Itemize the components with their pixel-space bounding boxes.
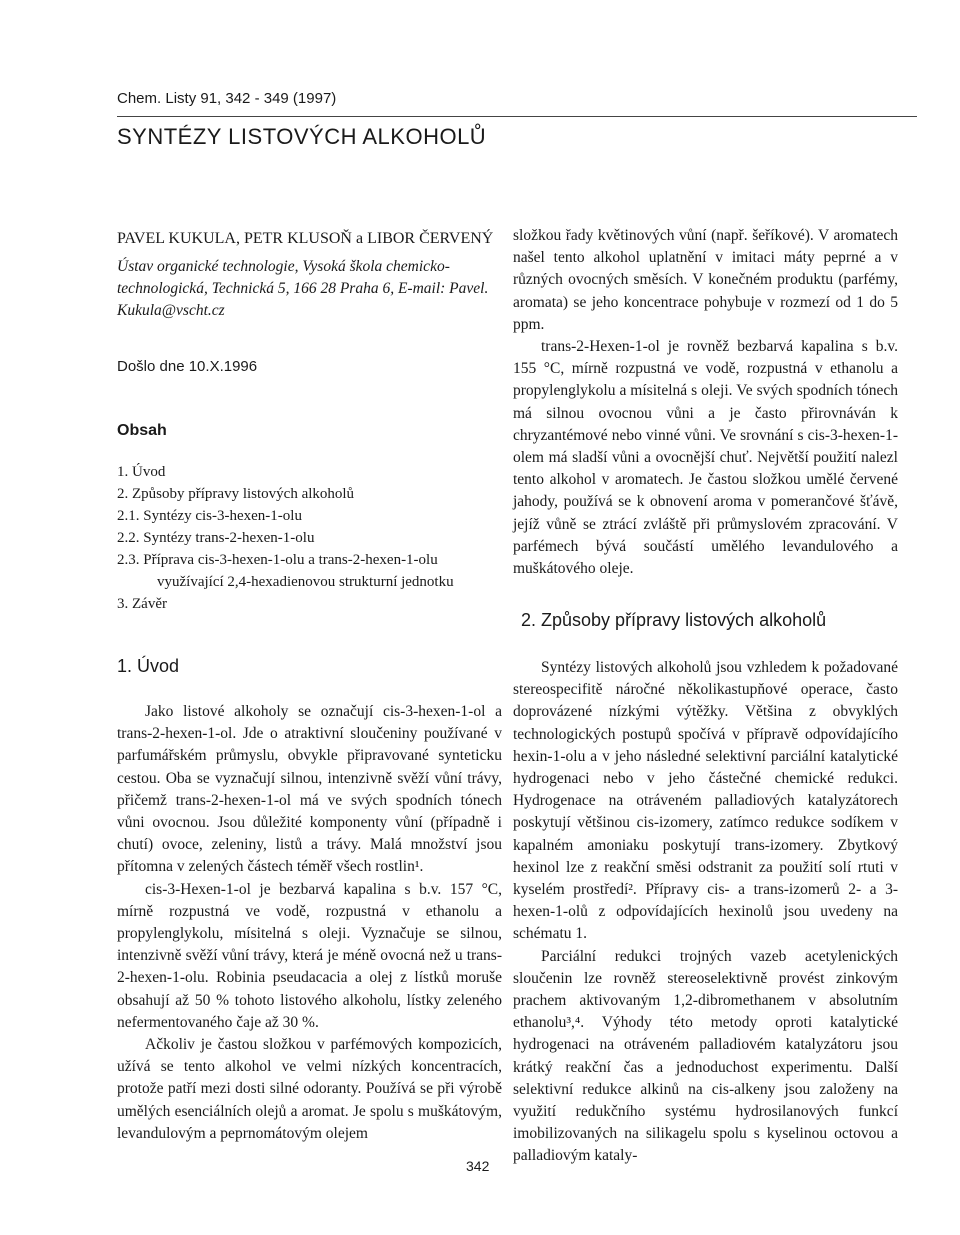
toc-item: 2. Způsoby přípravy listových alkoholů: [117, 486, 355, 502]
toc-item: 2.1. Syntézy cis-3-hexen-1-olu: [117, 508, 302, 524]
paragraph: Ačkoliv je častou složkou v parfémových kompozicích, užívá se tento alkohol ve velmi nízkých koncentracích, protože patří mezi dosti silné odoranty. Používá se při výrobě umělých esenciálních olejů a aromat. Je spolu s muškátovým, levandulovým a peprnomátovým olejem: [117, 1036, 502, 1142]
paragraph: Syntézy listových alkoholů jsou vzhledem k požadované stereospecifitě náročné několikastupňové operace, často doprovázené nízkými výtěžky. Většina z obvyklých technologických postupů spočívá v přípravě odpovídajícího hexin-1-olu a v jeho následné selektivní parciální katalytické hydrogenaci nebo v jeho částečné chemické redukci. Hydrogenace na otráveném palladiových katalyzátorech poskytují většinou cis-izomery, zatímco redukce sodíkem v kapalném amoniaku poskytují trans-izomery. Zbytkový hexinol lze z reakční směsi odstranit za použití solí rtuti v kyselém prostředí². Přípravy cis- a trans-izomerů 2- a 3-hexen-1-olů z odpovídajících hexinolů jsou uvedeny na schématu 1.: [513, 659, 898, 943]
right-column-section-2-text: [513, 657, 898, 1168]
paragraph: Parciální redukci trojných vazeb acetylenických sloučenin lze rovněž stereoselektivně provést zinkovým prachem aktivovaným 1,2-dibromethanem v absolutním ethanolu³,⁴. Výhody této metody oproti katalytické hydrogenaci na otráveném palladiovém katalyzátoru jsou krátký reakční čas a jednoduchost experimentu. Další selektivní redukce alkinů na cis-alkeny jsou založeny na využití redukčního systému hydrosilanových funkcí imobilizovaných na silikagelu spolu s kyselinou octovou a palladiovým kataly-: [513, 947, 898, 1165]
header-rule: [117, 116, 917, 117]
toc-item: 2.3. Příprava cis-3-hexen-1-olu a trans-2-hexen-1-olu: [117, 552, 438, 568]
section-2-heading: 2. Způsoby přípravy listových alkoholů: [521, 610, 827, 630]
paragraph: Jako listové alkoholy se označují cis-3-hexen-1-ol a trans-2-hexen-1-ol. Jde o atraktivní sloučeniny používané v parfumářském průmyslu, obvykle připravované synteticku cestou. Oba se vyznačují silnou, intenzivně svěží vůní trávy, přičemž trans-2-hexen-1-ol má ve svých spodních tónech vůni ovocnou. Jsou důležité komponenty vůní (případně i chutí) ovoce, zeleniny, listů a trávy. Malá množství jsou přítomna v zelených částech téměř všech rostlin¹.: [117, 703, 502, 876]
journal-reference: Chem. Listy 91, 342 - 349 (1997): [117, 90, 337, 107]
page-number: 342: [466, 1158, 490, 1174]
right-column-top-text: [513, 225, 898, 580]
left-column-text: [117, 701, 502, 1145]
contents-heading: Obsah: [117, 422, 167, 439]
affiliation: Ústav organické technologie, Vysoká škola chemicko-technologická, Technická 5, 166 28 Praha 6, E-mail: Pavel. Kukula@vscht.cz: [117, 258, 489, 319]
toc-item: 3. Závěr: [117, 596, 167, 612]
paragraph: cis-3-Hexen-1-ol je bezbarvá kapalina s b.v. 157 °C, mírně rozpustná ve vodě, rozpustná v ethanolu a propylenglykolu, mísitelná s oleji. Vyznačuje se silnou, intenzivně svěží vůní trávy, která je méně ovocná než u trans-2-hexen-1-olu. Robinia pseudacacia a olej z lístků moruše obsahují až 50 % tohoto listového alkoholu, lístky zeleného nefermentovaného čaje až 30 %.: [117, 880, 502, 1031]
authors: PAVEL KUKULA, PETR KLUSOŇ a LIBOR ČERVENÝ: [117, 230, 494, 247]
section-1-heading: 1. Úvod: [117, 656, 180, 676]
paragraph: trans-2-Hexen-1-ol je rovněž bezbarvá kapalina s b.v. 155 °C, mírně rozpustná ve vodě, rozpustná v ethanolu a propylenglykolu a mísitelná s oleji. Ve svých spodních tónech má silnou ovocnou vůni a je často přirovnáván k chryzantémové nebo vinné vůni. Ve srovnání s cis-3-hexen-1-olem má sladší vůni a ovocnější chuť. Největší použití nalezl tento alkohol v aromatech. Je častou složkou umělé červené jahody, používá se k obnovení aroma v pomerančové šťávě, jejíž vůně se ztrácí zvláště při průmyslovém zpracování. V parfémech bývá součástí umělého levandulového a muškátového oleje.: [513, 338, 898, 578]
toc-item: 1. Úvod: [117, 464, 166, 480]
toc-item-continuation: využívající 2,4-hexadienovou strukturní jednotku: [157, 574, 454, 590]
received-date: Došlo dne 10.X.1996: [117, 358, 258, 375]
article-title: SYNTÉZY LISTOVÝCH ALKOHOLŮ: [117, 124, 487, 149]
paragraph: složkou řady květinových vůní (např. šeříkové). V aromatech našel tento alkohol uplatnění v imitaci máty peprné a v různých ovocných směsích. V konečném produktu (parfémy, aromata) se jeho koncentrace pohybuje v rozmezí od 1 do 5 ppm.: [513, 227, 898, 333]
toc-item: 2.2. Syntézy trans-2-hexen-1-olu: [117, 530, 315, 546]
